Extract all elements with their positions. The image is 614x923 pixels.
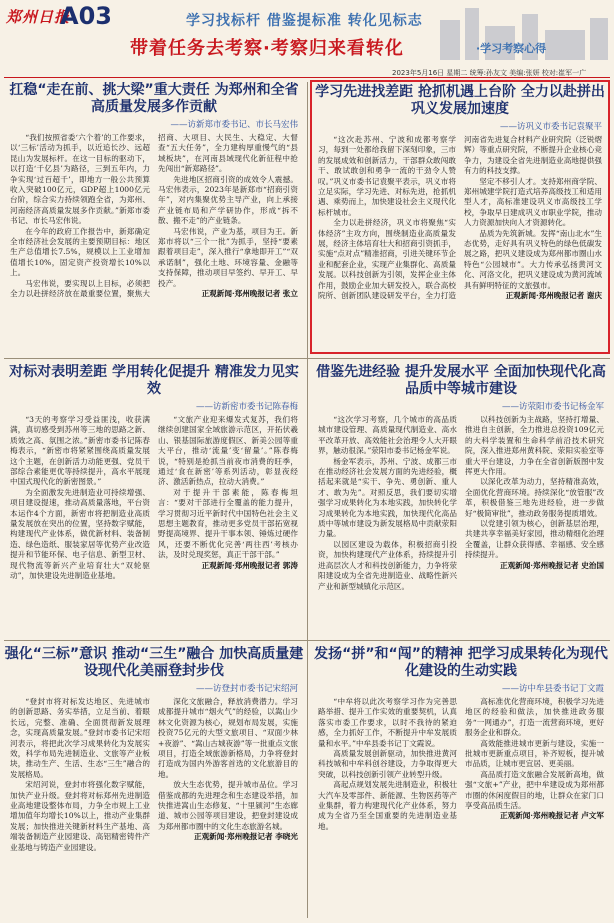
- article-title: 借鉴先进经验 提升发展水平 全面加快现代化高品质中等城市建设: [316, 364, 606, 397]
- paragraph: 宋绍河说，登封市将强化数字赋能，加快产业升级。登封将对标郑州先进制造业高地建设整体布局，力争全市规上工业增加值年均增长10%以上，推动产业集群发展；加快推进关键新材料生产基地、高端装备制造产业园建设、高铝精密铸件产业基地与铸造产业园建设。: [10, 780, 150, 852]
- paragraph: 先进地区招商引资的成效令人震撼。马宏伟表示，2023年是新郑市“招商引资年”，对内集聚优势主导产业，向上承接产业链布局和产学研协作，形成“拆不散、搬不走”的产业链条。: [158, 174, 298, 226]
- article-body: [4, 133, 304, 300]
- article-title: 扛稳“走在前、挑大梁”重大责任 为郑州和全省高质量发展多作贡献: [9, 82, 299, 115]
- article-byline: ——访巩义市委书记袁聚平: [499, 122, 602, 132]
- paragraph: 以园区建设为载体，积极招商引投资，加快构建现代产业体系，持续提升引进高层次人才和科技创新能力，力争将荥阳建设成为全省先进制造业、战略性新兴产业和新型城镇化示范区。: [318, 539, 457, 591]
- article-title: 学习先进找差距 抢抓机遇上台阶 全力以赴拼出巩义发展加速度: [315, 84, 605, 117]
- paragraph: 坚定不移引人才。支持郑州商学院、郑州城建学院打造式培养高级技工和适用型人才，高标准建设巩义市高级技工学校，争取早日建成巩义市职业学院，推动人力资源加快向人才资源转化。: [464, 176, 602, 228]
- paragraph: 品质为先筑新城。发挥“南山北水”生态优势，走好具有巩义特色的绿色低碳发展之路，把巩义建设成为郑州都市圈山水特色“公园城市”。大力传承弘扬黄河文化、河洛文化，把巩义建设成为黄河流域具有鲜明特征的文旅强市。: [464, 228, 602, 290]
- paragraph: 高品质打造文旅融合发展新高地，做强“文旅+”产业，把中牟建设成为郑州都市圈的休闲度假目的地，让群众在家门口享受高品质生活。: [465, 769, 604, 811]
- article-credit: 正观新闻·郑州晚报记者 李晓光: [193, 832, 298, 842]
- paragraph: “中牟将以此次考察学习作为完善思路举措、提升工作实效的重要契机，认真落实市委工作要求，以时不我待的紧迫感，全力抓好工作，不断提升中牟发展质量和水平。”中牟县委书记丁文霞说。: [318, 697, 457, 748]
- page-number: [60, 2, 112, 30]
- paragraph: 放大生态优势，提升城市品位。学习借鉴成都的先进理念和生态建设举措，加快推进嵩山生态修复、“十里颍河”生态廊道、城市公园等项目建设，把登封建设成为郑州都市圈中的文化生态旅游名城。: [158, 780, 298, 831]
- article-credit: 正观新闻·郑州晚报记者 张立: [201, 289, 298, 299]
- paragraph: “3天的考察学习受益匪浅，收获满满，真切感受到苏州等三地的思路之新、质效之高、氛围之浓。”新密市委书记陈春梅表示，“新密市将紧紧围绕高质量发展这个主题，在创新活力动能更强、党员干部综合素能更优等持续提升，高水平展现中国式现代化的新密图景。”: [10, 415, 150, 487]
- paragraph: “这次赴苏州、宁波和成都考察学习，每到一处都给我留下深刻印象，三市的发展成效和创新活力，干部群众敢闯敢干、敢试敢创和勇争一流的干劲令人赞叹。”巩义市委书记袁聚平表示，巩义市将立足实际，学习先进、对标先进，抢抓机遇、乘势而上，加快建设社会主义现代化标杆城市。: [318, 135, 456, 217]
- paragraph: 高起点规划发展先进制造业，积极壮大汽车及零部件、新能源、生物医药等产业集群，着力构建现代化产业体系，努力成为全省乃至全国重要的先进制造业基地。: [318, 780, 457, 831]
- paragraph: “我们按照省委‘六个着’的工作要求，以‘三标’活动为抓手，以近追长沙、远超昆山为发展标杆。在这一目标的驱动下，以打造‘千亿县’为路径，三到五年内，力争实现‘过百超千’，即地方一般公共预算收入突破100亿元，GDP超上1000亿元台阶，综合实力持续领跑全省，为郑州、河南经济高质量发展多作贡献。”新郑市委书记、市长马宏伟说。: [10, 133, 150, 226]
- article-dengfeng: [4, 646, 304, 920]
- slogan-main: 带着任务去考察·考察归来看转化: [130, 38, 404, 59]
- article-byline: ——访新密市委书记陈春梅: [195, 402, 298, 412]
- paragraph: 以党建引领为核心，创新基层治理，共建共享幸福美好家园，推动精细化治理全覆盖，让群众获得感、幸福感、安全感持续提升。: [465, 519, 604, 560]
- dateline: 2023年5月16日 星期二 统筹:孙友文 美编:张妍 校对:崔军一广: [392, 69, 587, 77]
- article-body: [312, 697, 610, 832]
- article-title: 发扬“拼”和“闯”的精神 把学习成果转化为现代化建设的生动实践: [314, 646, 608, 679]
- paragraph: 高质量发展创新驱动，加快推进黄河科技城和中牟科创谷建设，力争取得更大突破，以科技创新引领产业转型升级。: [318, 749, 457, 779]
- paragraph: “这次学习考察，几个城市的高品质城市建设管理、高质量现代制造业、高水平改革开放、高效能社会治理令人大开眼界，触动很深。”荥阳市委书记杨金军说。: [318, 415, 457, 456]
- paragraph: 全力以赴拼经济，巩义市将聚焦“实体经济”主攻方向，围绕制造业高质量发展，经济主体培育壮大和招商引资抓手，实施“点对点”精准招商，引进关键环节企业和配套企业，实现产业集群化、高质量发展。以科技创新为引领，发挥企业主体作用，鼓励企业加大研发投入，联合高校院所、创新团队建设研发平台，全力打造河南省先进复合材料产业研究院（泛锐熠辉）等重点研究院，不断提升企业核心竞争力，为建设全省先进制造业高地提供强有力的科技支撑。: [318, 135, 602, 301]
- article-byline: ——访登封市委书记宋绍河: [195, 684, 298, 694]
- article-gongyi: [310, 80, 610, 354]
- paragraph: 对于提升干部素能，陈春梅坦言：“要对干部进行全覆盖的能力提升，学习贯彻习近平新时代中国特色社会主义思想主题教育，推动更多党员干部拓宽视野提高境界、提升干事本领、锤炼过硬作风，还要不断优化完善‘两往西’考核办法，及时兑现奖惩，真正干部干部。”: [158, 487, 298, 560]
- paragraph: 在今年的政府工作报告中，新郑确定全市经济社会发展的主要预期目标：地区生产总值增长7.5%，规模以上工业增加值增长10%，固定资产投资增长10%以上。: [10, 226, 150, 278]
- article-credit: 正观新闻·郑州晚报记者 谢庆: [505, 291, 602, 301]
- header-rule: [4, 77, 610, 78]
- article-xinzheng: [4, 82, 304, 352]
- paragraph: 以科技创新为主战路，坚持打增量、推进自主创新，全力推进总投资109亿元的大科学装置和生命科学前沿技术研究院，深入推进郑州黄科院、荥阳实验室等重大平台建设，力争在全省创新版图中发挥更大作用。: [465, 415, 604, 477]
- article-body: [4, 697, 304, 853]
- paragraph: 高标准优化营商环境，积极学习先进地区的经验和做法，加快推进政务服务“一网通办”，打造一流营商环境，更好服务企业和群众。: [465, 697, 604, 738]
- paragraph: “登封市将对标发达地区、先进城市的创新思路、务实举措，立足当前、着眼长远，完整、准确、全面贯彻新发展理念，实现高质量发展。”登封市委书记宋绍河表示，将把此次学习成果转化为发展实效，科学布局先进制造业、文旅等产业板块，推动生产、生活、生态“三生”融合的发展格局。: [10, 697, 150, 779]
- article-body: [312, 135, 608, 302]
- article-title: 强化“三标”意识 推动“三生”融合 加快高质量建设现代化美丽登封步伐: [4, 646, 304, 679]
- newspaper-logo: 郑州日报: [6, 8, 71, 26]
- paragraph: 马宏伟说，要实现以上目标，必须把全力以赴拼经济放在最重要位置，聚焦大招商、大项目、大民生、大稳定、大督查“五大任务”，全力建构厚重慢气的“县域板块”，在河南县域现代化新征程中抢先闯出“新郑路径”。: [10, 133, 298, 299]
- article-byline: ——访中牟县委书记丁文霞: [501, 684, 604, 694]
- article-xingyang: [312, 364, 610, 636]
- column-name: ·学习考察心得: [476, 42, 547, 55]
- article-byline: ——访荥阳市委书记杨金军: [501, 402, 604, 412]
- article-title: 对标对表明差距 学用转化促提升 精准发力见实效: [9, 364, 299, 397]
- article-xinmi: [4, 364, 304, 636]
- section-divider: [4, 640, 610, 641]
- column-divider: [307, 82, 308, 918]
- paragraph: 深化文旅融合，释放消费潜力。学习成都提升城市“烟火气”的经验，以嵩山少林文化资源为核心，规划布局发展，实施投资75亿元的大型文旅项目、“双面少林+夜游”、“嵩山古城夜游”等一批重点文旅项目，打造全域旅游新格局，力争将登封打造成为国内外游客首选的文化旅游目的地。: [158, 697, 298, 779]
- article-body: [312, 415, 610, 592]
- article-zhongmou: [312, 646, 610, 920]
- paragraph: “文旅产业迎来爆发式复苏，我们将继续创建国家全域旅游示范区，开拓伏羲山、银基国际旅游度假区、新美公园等重大平台，推动‘流量’变‘留量’。”陈春梅说，“特别是抢抓当前夜市消费的旺季，通过‘食在新密’等系列活动，彰显夜经济、激活新热点，拉动大消费。”: [158, 415, 298, 487]
- article-credit: 正观新闻·郑州晚报记者 卢文军: [499, 811, 604, 821]
- article-credit: 正观新闻·郑州晚报记者 郭涛: [201, 560, 298, 570]
- slogan-top: 学习找标杆 借鉴提标准 转化见标志: [186, 13, 423, 29]
- article-body: [4, 415, 304, 582]
- paragraph: 为全面激发先进制造业可持续增强、项目建设提速，推动高质量落地，平台资本运作4个方面，新密市将把制造业高质量发展放在突出的位置，坚持数字赋能，构建现代产业体系，做优新材料、装备制造、绿色造纸、服装家居等优势产业改造提升和节能环保、电子信息、新型卫材、现代物流等新兴产业培育壮大“双轮驱动”，加快建设先进制造业基地。: [10, 487, 150, 581]
- paragraph: 马宏伟说，产业为基，项目为王。新郑市将以“三个一批”为抓手，坚持“要素跟着项目走”，深入推行“拿地即开工”“双承诺制”，强化土地、环境容量、金融等支持保障，推动项目早签约、早开工、早投产。: [158, 226, 298, 288]
- page-number-text: A03: [60, 2, 112, 30]
- article-credit: 正观新闻·郑州晚报记者 史治国: [499, 560, 604, 570]
- page-header: [0, 0, 614, 78]
- paragraph: 以深化改革为动力，坚持精准高效，全面优化营商环境。持续深化“放管服”改革，积极借鉴三地先进经验，进一步做好“极简审批”，推动政务服务提质增效。: [465, 477, 604, 518]
- paragraph: 杨金军表示，苏州、宁波、成都三市在推动经济社会发展方面的先进经验，概括起来就是“实干、争先、勇创新、重人才、敢为先”。对照反思，我们要切实增强学习成果转化为本地实践，加快转化学习成果转化为本地实践，加快现代化高品质中等城市建设为新发展格局中贡献荥阳力量。: [318, 456, 457, 539]
- paragraph: 高效能推进城市更新与建设，实施一批城市更新重点项目，补齐短板，提升城市品质，让城市更宜居、更美丽。: [465, 738, 604, 769]
- article-byline: ——访新郑市委书记、市长马宏伟: [170, 120, 298, 130]
